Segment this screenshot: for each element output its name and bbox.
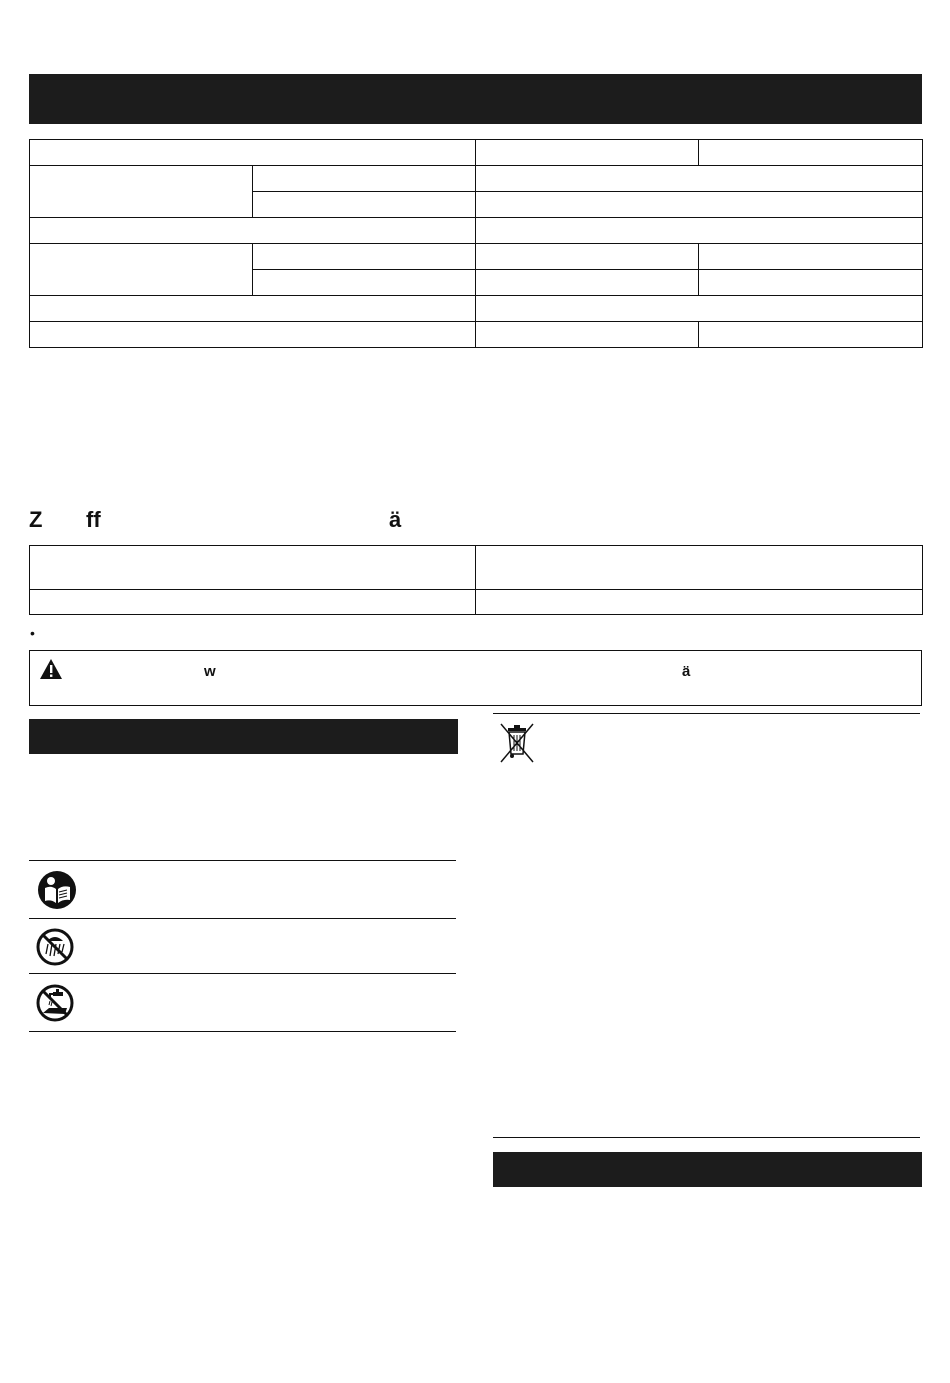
- table-row: [30, 140, 923, 166]
- symbols-rule-2: [29, 973, 456, 974]
- note-bullet: •: [30, 625, 35, 641]
- table-row: [30, 590, 923, 615]
- warning-triangle-icon: [39, 658, 63, 680]
- no-water-icon: [35, 983, 75, 1023]
- table-row: [30, 296, 923, 322]
- read-manual-icon: [37, 870, 77, 910]
- warning-fragment-1: w: [204, 663, 216, 680]
- disposal-rule-bottom: [493, 1137, 920, 1138]
- symbols-rule-1: [29, 918, 456, 919]
- symbols-rule-top: [29, 860, 456, 861]
- rated-values-table: [29, 545, 923, 615]
- table-row: [30, 546, 923, 590]
- no-rain-icon: [35, 927, 75, 967]
- disposal-rule-top: [493, 713, 920, 714]
- warning-fragment-2: ä: [682, 663, 691, 680]
- table-row: [30, 166, 923, 192]
- specifications-table: [29, 139, 923, 348]
- section-heading: [29, 507, 929, 535]
- heading-fragment-1: Z: [29, 507, 43, 532]
- top-title-bar: [29, 74, 922, 124]
- table-row: [30, 322, 923, 348]
- heading-fragment-3: ä: [389, 507, 402, 532]
- symbols-rule-bottom: [29, 1031, 456, 1032]
- table-row: [30, 218, 923, 244]
- table-row: [30, 244, 923, 270]
- crossed-out-wheelie-bin-icon: [499, 722, 535, 764]
- right-section-bar: [493, 1152, 922, 1187]
- warning-box: [29, 650, 922, 706]
- heading-fragment-2: ff: [86, 507, 101, 532]
- symbols-section-bar: [29, 719, 458, 754]
